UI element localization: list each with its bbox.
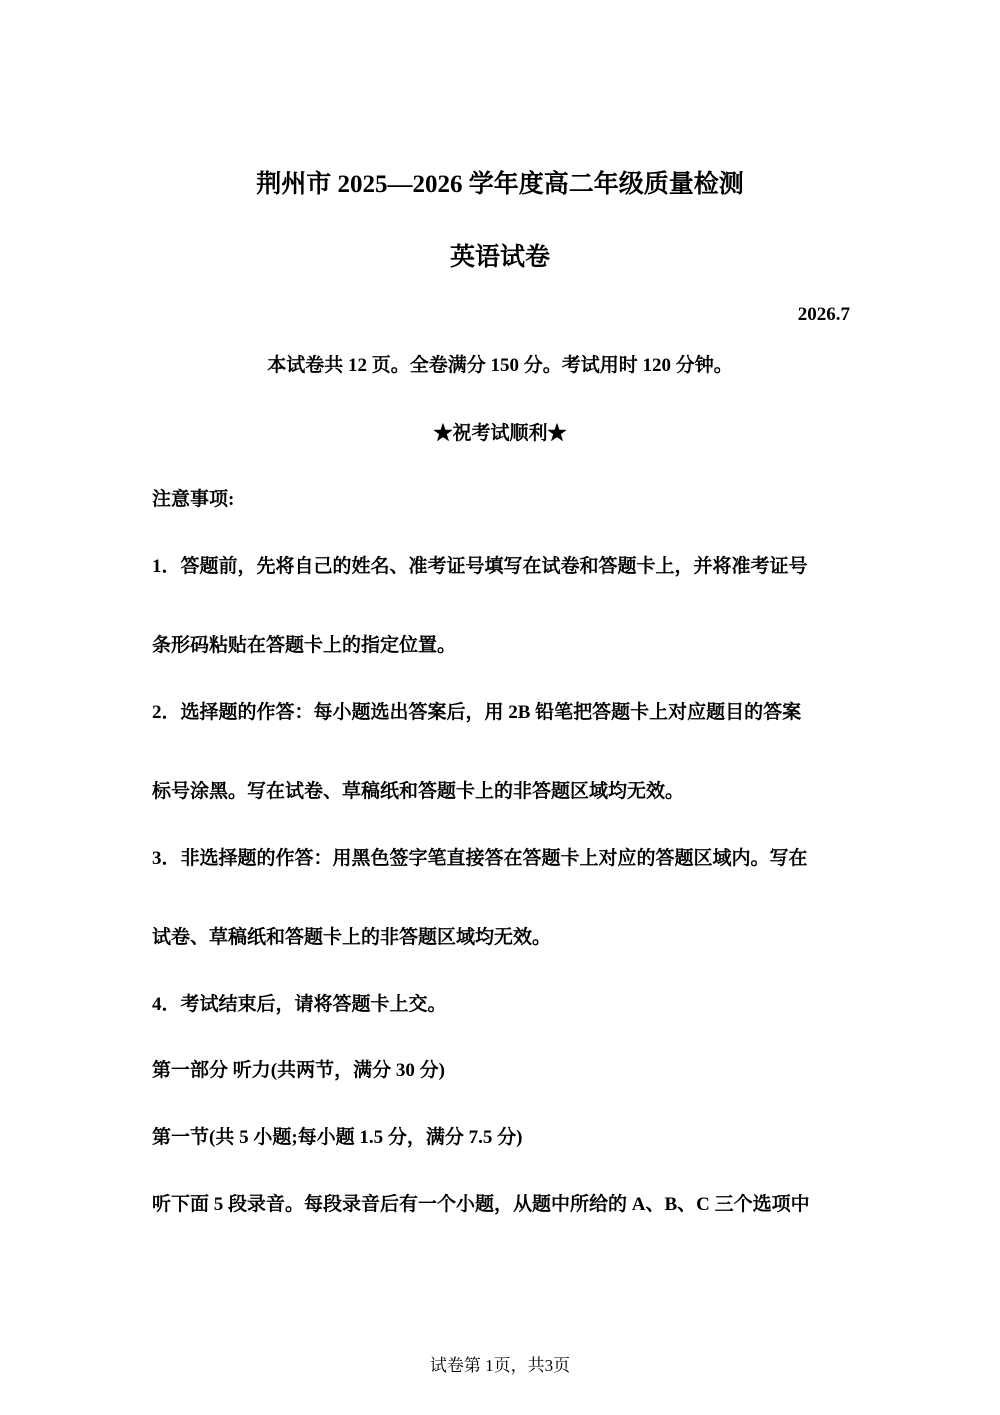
part-one-heading: 第一部分 听力(共两节，满分 30 分) <box>152 1060 445 1081</box>
exam-title: 荆州市 2025—2026 学年度高二年级质量检测 <box>256 171 744 198</box>
blessing-text: ★祝考试顺利★ <box>433 423 567 444</box>
notice-item-2-line-2: 标号涂黑。写在试卷、草稿纸和答题卡上的非答题区域均无效。 <box>152 781 685 802</box>
listening-instruction: 听下面 5 段录音。每段录音后有一个小题，从题中所给的 A、B、C 三个选项中 <box>152 1194 810 1215</box>
notice-item-2-line-1: 2．选择题的作答：每小题选出答案后，用 2B 铅笔把答题卡上对应题目的答案 <box>152 702 802 723</box>
exam-summary: 本试卷共 12 页。全卷满分 150 分。考试用时 120 分钟。 <box>267 355 733 376</box>
section-one-heading: 第一节(共 5 小题;每小题 1.5 分，满分 7.5 分) <box>152 1127 523 1148</box>
notice-item-3-line-2: 试卷、草稿纸和答题卡上的非答题区域均无效。 <box>152 927 552 948</box>
notice-item-1-line-1: 1．答题前，先将自己的姓名、准考证号填写在试卷和答题卡上，并将准考证号 <box>152 556 808 577</box>
notice-item-3-line-1: 3．非选择题的作答：用黑色签字笔直接答在答题卡上对应的答题区域内。写在 <box>152 848 808 869</box>
exam-date: 2026.7 <box>797 304 850 325</box>
exam-subtitle: 英语试卷 <box>449 244 550 271</box>
page-footer: 试卷第 1页，共3页 <box>429 1356 571 1375</box>
notice-item-4: 4．考试结束后，请将答题卡上交。 <box>152 994 447 1015</box>
notice-item-1-line-2: 条形码粘贴在答题卡上的指定位置。 <box>152 635 457 656</box>
notice-heading: 注意事项: <box>152 489 235 510</box>
